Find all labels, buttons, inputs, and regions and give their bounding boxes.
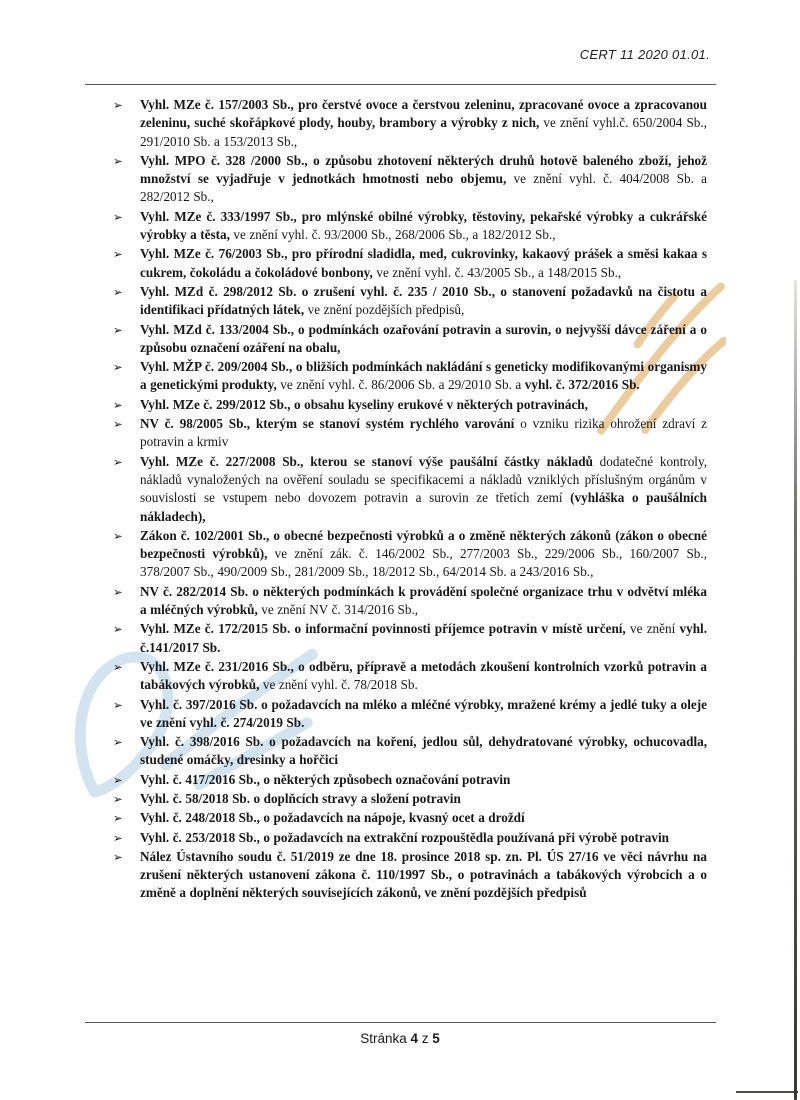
amendment-segment: ve znění vyhl. č. 78/2018 Sb.: [259, 677, 418, 693]
regulation-title-segment: vyhl. č. 372/2016 Sb.: [524, 377, 640, 393]
regulation-title-segment: Vyhl. č. 253/2018 Sb., o požadavcích na extrakční rozpouštědla používaná při výrobě potravin: [140, 829, 669, 845]
regulation-text: [140, 245, 707, 282]
arrow-bullet-icon: ➢: [113, 851, 123, 864]
regulation-title-segment: NV č. 282/2014 Sb. o některých podmínkách k provádění společné organizace trhu v odvětví mléka a mléčných výrobků,: [140, 583, 707, 618]
amendment-segment: ve znění pozdějších předpisů,: [304, 302, 465, 318]
arrow-bullet-icon: ➢: [113, 832, 123, 845]
regulation-title-segment: Vyhl. MŽP č. 209/2004 Sb., o bližších podmínkách nakládání s geneticky modifikovanými organismy a genetickými produkty,: [140, 359, 707, 393]
regulation-title-segment: Vyhl. č. 417/2016 Sb., o některých způsobech označování potravin: [140, 771, 511, 787]
regulation-title-segment: 5: [432, 1031, 440, 1046]
regulation-title-segment: Vyhl. MZe č. 157/2003 Sb., pro čerstvé ovoce a čerstvou zeleninu, zpracované ovoce a zpracovanou zeleninu, suché skořápkové plody, houby, brambory a výrobky z nich,: [140, 97, 707, 131]
list-item: [113, 790, 707, 808]
arrow-bullet-icon: ➢: [113, 699, 123, 712]
regulation-text: [140, 152, 707, 207]
list-item: [113, 771, 707, 789]
arrow-bullet-icon: ➢: [113, 813, 123, 826]
regulation-title-segment: Vyhl. č. 398/2016 Sb. o požadavcích na koření, jedlou sůl, dehydratované výrobky, ochucovadla, studené omáčky, dresinky a hořčici: [140, 734, 707, 768]
regulation-text: [140, 283, 707, 320]
arrow-bullet-icon: ➢: [113, 155, 123, 168]
amendment-segment: ve znění vyhl.č. 650/2004 Sb., 291/2010 Sb. a 153/2013 Sb.,: [140, 115, 707, 149]
list-item: [113, 396, 707, 414]
list-item: [113, 96, 707, 151]
regulation-text: [140, 696, 707, 733]
list-item: [113, 829, 707, 847]
page-footer: [0, 1031, 800, 1046]
regulation-title-segment: Vyhl. MZe č. 227/2008 Sb., kterou se stanoví výše paušální částky nákladů: [140, 453, 593, 469]
arrow-bullet-icon: ➢: [113, 661, 123, 674]
list-item: [113, 809, 707, 827]
regulation-title-segment: Vyhl. MZe č. 333/1997 Sb., pro mlýnské obilné výrobky, těstoviny, pekařské výrobky a cukrářské výrobky a těsta,: [140, 208, 707, 243]
arrow-bullet-icon: ➢: [113, 624, 123, 637]
scan-edge-artifact: [794, 280, 797, 1100]
amendment-segment: Stránka: [360, 1031, 411, 1046]
regulation-text: [140, 583, 707, 620]
header-reference: CERT 11 2020 01.01.: [579, 47, 710, 62]
scan-edge-artifact: [736, 1091, 798, 1094]
regulation-title-segment: Zákon č. 102/2001 Sb., o obecné bezpečnosti výrobků a o změně některých zákonů (zákon o obecné bezpečnosti výrobků),: [140, 527, 707, 562]
arrow-bullet-icon: ➢: [113, 793, 123, 806]
regulation-title-segment: Nález Ústavního soudu č. 51/2019 ze dne 18. prosince 2018 sp. zn. Pl. ÚS 27/16 ve věci návrhu na zrušení některých ustanovení zákona č. 110/1997 Sb., o potravinách a tabákových výrobcích a o změně a doplnění některých souvisejících zákonů, ve znění pozdějších předpisů: [140, 848, 707, 901]
regulation-title-segment: Vyhl. MPO č. 328 /2000 Sb., o způsobu zhotovení některých druhů hotově baleného zboží, jehož množství se vyjadřuje v jednotkách hmotnosti nebo objemu,: [140, 152, 707, 187]
regulation-text: [140, 829, 707, 847]
regulation-text: [140, 358, 707, 395]
list-item: [113, 848, 707, 903]
list-item: [113, 152, 707, 207]
arrow-bullet-icon: ➢: [113, 399, 123, 412]
arrow-bullet-icon: ➢: [113, 419, 123, 432]
amendment-segment: ve znění vyhl. č. 404/2008 Sb. a 282/2012 Sb.,: [140, 171, 707, 205]
regulation-title-segment: NV č. 98/2005 Sb., kterým se stanoví systém rychlého varování: [140, 416, 515, 432]
amendment-segment: ve znění: [625, 621, 680, 637]
amendment-segment: ve znění vyhl. č. 43/2005 Sb., a 148/2015 Sb.,: [372, 264, 622, 280]
regulation-text: [140, 415, 707, 452]
regulation-title-segment: Vyhl. MZd č. 133/2004 Sb., o podmínkách ozařování potravin a surovin, o nejvyšší dávce záření a o způsobu označení ozáření na obalu,: [140, 321, 707, 355]
list-item: [113, 245, 707, 282]
regulation-text: [140, 321, 707, 358]
arrow-bullet-icon: ➢: [113, 100, 123, 112]
regulation-title-segment: (vyhláška o paušálních nákladech),: [140, 490, 707, 524]
regulation-text: [140, 733, 707, 770]
amendment-segment: o vzniku rizika ohrožení zdraví z potravin a krmiv: [140, 416, 707, 450]
arrow-bullet-icon: ➢: [113, 249, 123, 262]
list-item: [113, 453, 707, 526]
regulation-title-segment: Vyhl. MZe č. 172/2015 Sb. o informační povinnosti příjemce potravin v místě určení,: [140, 621, 626, 637]
regulation-title-segment: Vyhl. MZe č. 76/2003 Sb., pro přírodní sladidla, med, cukrovinky, kakaový prášek a směsi kakaa s cukrem, čokoládu a čokoládové bonbony,: [140, 246, 707, 280]
arrow-bullet-icon: ➢: [113, 362, 123, 375]
regulation-text: [140, 208, 707, 245]
regulation-text: [140, 790, 707, 808]
regulation-text: [140, 771, 707, 789]
arrow-bullet-icon: ➢: [113, 737, 123, 750]
list-item: [113, 696, 707, 733]
regulation-text: [140, 620, 707, 657]
regulation-text: [140, 658, 707, 695]
header-divider: [85, 84, 716, 85]
regulation-title-segment: Vyhl. MZe č. 231/2016 Sb., o odběru, přípravě a metodách zkoušení kontrolních vzorků potravin a tabákových výrobků,: [140, 658, 707, 693]
list-item: [113, 415, 707, 452]
list-item: [113, 527, 707, 582]
list-item: [113, 358, 707, 395]
arrow-bullet-icon: ➢: [113, 586, 123, 599]
arrow-bullet-icon: ➢: [113, 324, 123, 337]
list-item: [113, 583, 707, 620]
amendment-segment: ve znění NV č. 314/2016 Sb.,: [257, 602, 419, 618]
regulation-text: [140, 848, 707, 903]
regulation-title-segment: 4: [410, 1031, 418, 1046]
regulation-text: [140, 96, 707, 151]
list-item: [113, 620, 707, 657]
footer-divider: [85, 1022, 716, 1023]
regulation-title-segment: Vyhl. MZd č. 298/2012 Sb. o zrušení vyhl. č. 235 / 2010 Sb., o stanovení požadavků na čistotu a identifikaci přídatných látek,: [140, 283, 707, 318]
regulation-title-segment: Vyhl. č. 58/2018 Sb. o doplňcích stravy a složení potravin: [140, 790, 461, 806]
regulation-text: [140, 396, 707, 414]
list-item: [113, 208, 707, 245]
amendment-segment: dodatečné kontroly, nákladů vynaložených na ověření souladu se specifikacemi a nákladů vzniklých příslušným orgánům v souvislosti se vstupem nebo dovozem potravin a surovin ze třetích zemí: [140, 453, 707, 506]
regulation-title-segment: Vyhl. č. 397/2016 Sb. o požadavcích na mléko a mléčné výrobky, mražené krémy a jedlé tuky a oleje ve znění vyhl. č. 274/2019 Sb.: [140, 696, 707, 730]
list-item: [113, 733, 707, 770]
list-item: [113, 658, 707, 695]
arrow-bullet-icon: ➢: [113, 774, 123, 787]
regulation-text: [140, 527, 707, 582]
regulation-title-segment: vyhl. č.141/2017 Sb.: [140, 621, 707, 655]
regulation-text: [140, 453, 707, 526]
regulation-title-segment: Vyhl. č. 248/2018 Sb., o požadavcích na nápoje, kvasný ocet a droždí: [140, 810, 525, 826]
regulation-list: [113, 96, 707, 904]
amendment-segment: ve znění vyhl. č. 86/2006 Sb. a 29/2010 Sb. a: [276, 377, 525, 393]
arrow-bullet-icon: ➢: [113, 211, 123, 224]
arrow-bullet-icon: ➢: [113, 286, 123, 299]
regulation-text: [140, 809, 707, 827]
list-item: [113, 321, 707, 358]
amendment-segment: ve znění zák. č. 146/2002 Sb., 277/2003 Sb., 229/2006 Sb., 160/2007 Sb., 378/2007 Sb., 490/2009 Sb., 281/2009 Sb., 18/2012 Sb., 64/2014 Sb. a 243/2016 Sb.,: [140, 546, 707, 580]
amendment-segment: z: [418, 1031, 433, 1046]
amendment-segment: ve znění vyhl. č. 93/2000 Sb., 268/2006 Sb., a 182/2012 Sb.,: [229, 227, 556, 243]
arrow-bullet-icon: ➢: [113, 530, 123, 543]
list-item: [113, 283, 707, 320]
arrow-bullet-icon: ➢: [113, 456, 123, 469]
regulation-title-segment: Vyhl. MZe č. 299/2012 Sb., o obsahu kyseliny erukové v některých potravinách,: [140, 396, 588, 412]
